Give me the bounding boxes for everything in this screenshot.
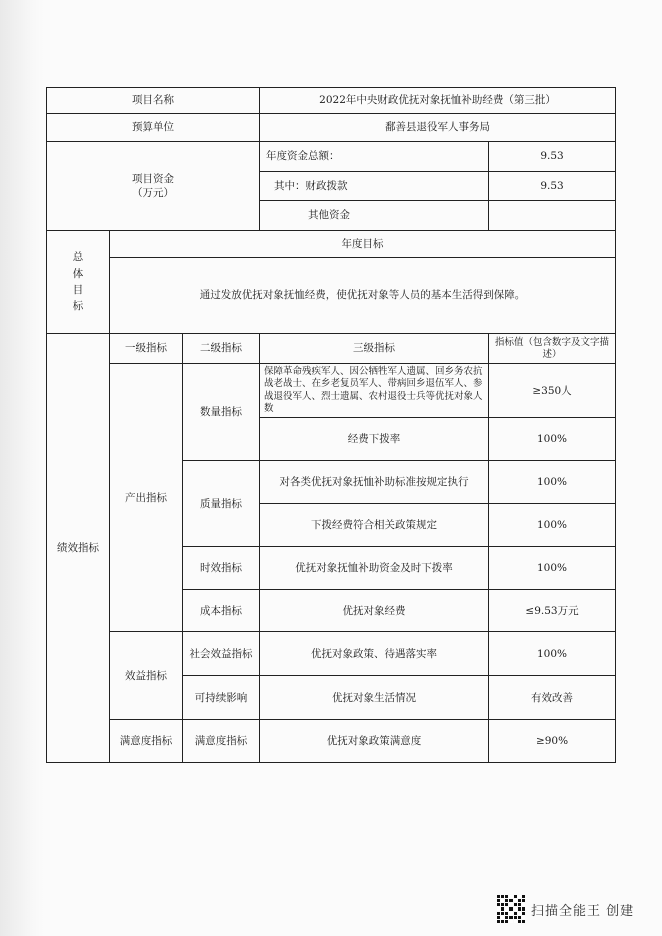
fiscal-value: 9.53 xyxy=(489,172,616,201)
social-benefit-label: 社会效益指标 xyxy=(183,632,260,676)
scanner-watermark xyxy=(497,894,634,924)
timeliness-desc: 优抚对象抚恤补助资金及时下拨率 xyxy=(260,547,489,590)
satisfaction-value: ≥90% xyxy=(489,720,616,763)
funding-label xyxy=(47,142,260,231)
quantity-row2-desc: 经费下拨率 xyxy=(260,418,489,461)
scan-edge-shadow xyxy=(0,0,44,936)
quality-row2-value: 100% xyxy=(489,504,616,547)
timeliness-value: 100% xyxy=(489,547,616,590)
quantity-label: 数量指标 xyxy=(183,364,260,461)
sustain-value: 有效改善 xyxy=(489,676,616,720)
col-level3-header: 三级指标 xyxy=(260,334,489,364)
social-benefit-desc: 优抚对象政策、待遇落实率 xyxy=(260,632,489,676)
cost-desc: 优抚对象经费 xyxy=(260,590,489,632)
other-funds-label: 其他资金 xyxy=(260,201,489,231)
quality-label: 质量指标 xyxy=(183,461,260,547)
quality-row1-desc: 对各类优抚对象抚恤补助标准按规定执行 xyxy=(260,461,489,504)
col-level2-header: 二级指标 xyxy=(183,334,260,364)
sustain-desc: 优抚对象生活情况 xyxy=(260,676,489,720)
sustain-label: 可持续影响 xyxy=(183,676,260,720)
project-name-label: 项目名称 xyxy=(47,88,260,114)
satisfaction-level2: 满意度指标 xyxy=(183,720,260,763)
quantity-row2-value: 100% xyxy=(489,418,616,461)
overall-goal-char: 目 xyxy=(72,284,84,296)
satisfaction-desc: 优抚对象政策满意度 xyxy=(260,720,489,763)
qr-code-icon xyxy=(497,895,525,923)
timeliness-label: 时效指标 xyxy=(183,547,260,590)
social-benefit-value: 100% xyxy=(489,632,616,676)
row-budget-unit xyxy=(47,114,616,142)
budget-unit-label: 预算单位 xyxy=(47,114,260,142)
annual-total-label: 年度资金总额： xyxy=(260,142,489,172)
overall-goal-char: 体 xyxy=(72,267,84,280)
scanner-text: 扫描全能王 创建 xyxy=(531,903,635,919)
row-annual-goal-header xyxy=(47,231,616,258)
output-label: 产出指标 xyxy=(110,364,183,632)
perf-label: 绩效指标 xyxy=(47,334,110,763)
row-satisfaction xyxy=(47,720,616,763)
row-quantity-1 xyxy=(47,364,616,418)
row-annual-goal-text xyxy=(47,258,616,334)
funding-label-line2: （万元） xyxy=(132,187,174,199)
row-annual-total xyxy=(47,142,616,172)
quantity-row1-value: ≥350人 xyxy=(489,364,616,418)
cost-value: ≤9.53万元 xyxy=(489,590,616,632)
annual-goal-text: 通过发放优抚对象抚恤经费，使优抚对象等人员的基本生活得到保障。 xyxy=(110,258,616,334)
project-name-value: 2022年中央财政优抚对象抚恤补助经费（第三批） xyxy=(260,88,616,114)
fiscal-label: 其中：财政拨款 xyxy=(260,172,489,201)
annual-goal-header: 年度目标 xyxy=(110,231,616,258)
annual-total-value: 9.53 xyxy=(489,142,616,172)
row-social-benefit xyxy=(47,632,616,676)
overall-goal-label xyxy=(47,231,110,334)
quality-row1-value: 100% xyxy=(489,461,616,504)
overall-goal-char: 总 xyxy=(72,251,84,264)
col-value-header: 指标值（包含数字及文字描述） xyxy=(489,334,616,364)
satisfaction-level1: 满意度指标 xyxy=(110,720,183,763)
quality-row2-desc: 下拨经费符合相关政策规定 xyxy=(260,504,489,547)
benefit-label: 效益指标 xyxy=(110,632,183,720)
other-funds-value xyxy=(489,201,616,231)
quantity-row1-desc: 保障革命残疾军人、因公牺牲军人遗属、回乡务农抗战老战士、在乡老复员军人、带病回乡退伍军人、参战退役军人、烈士遗属、农村退役士兵等优抚对象人数 xyxy=(260,364,489,418)
overall-goal-char: 标 xyxy=(72,300,84,313)
row-project-name xyxy=(47,88,616,114)
funding-label-line1: 项目资金 xyxy=(132,172,174,185)
budget-unit-value: 鄱善县退役军人事务局 xyxy=(260,114,616,142)
performance-goal-table xyxy=(46,87,616,763)
col-level1-header: 一级指标 xyxy=(110,334,183,364)
cost-label: 成本指标 xyxy=(183,590,260,632)
row-column-headers xyxy=(47,334,616,364)
